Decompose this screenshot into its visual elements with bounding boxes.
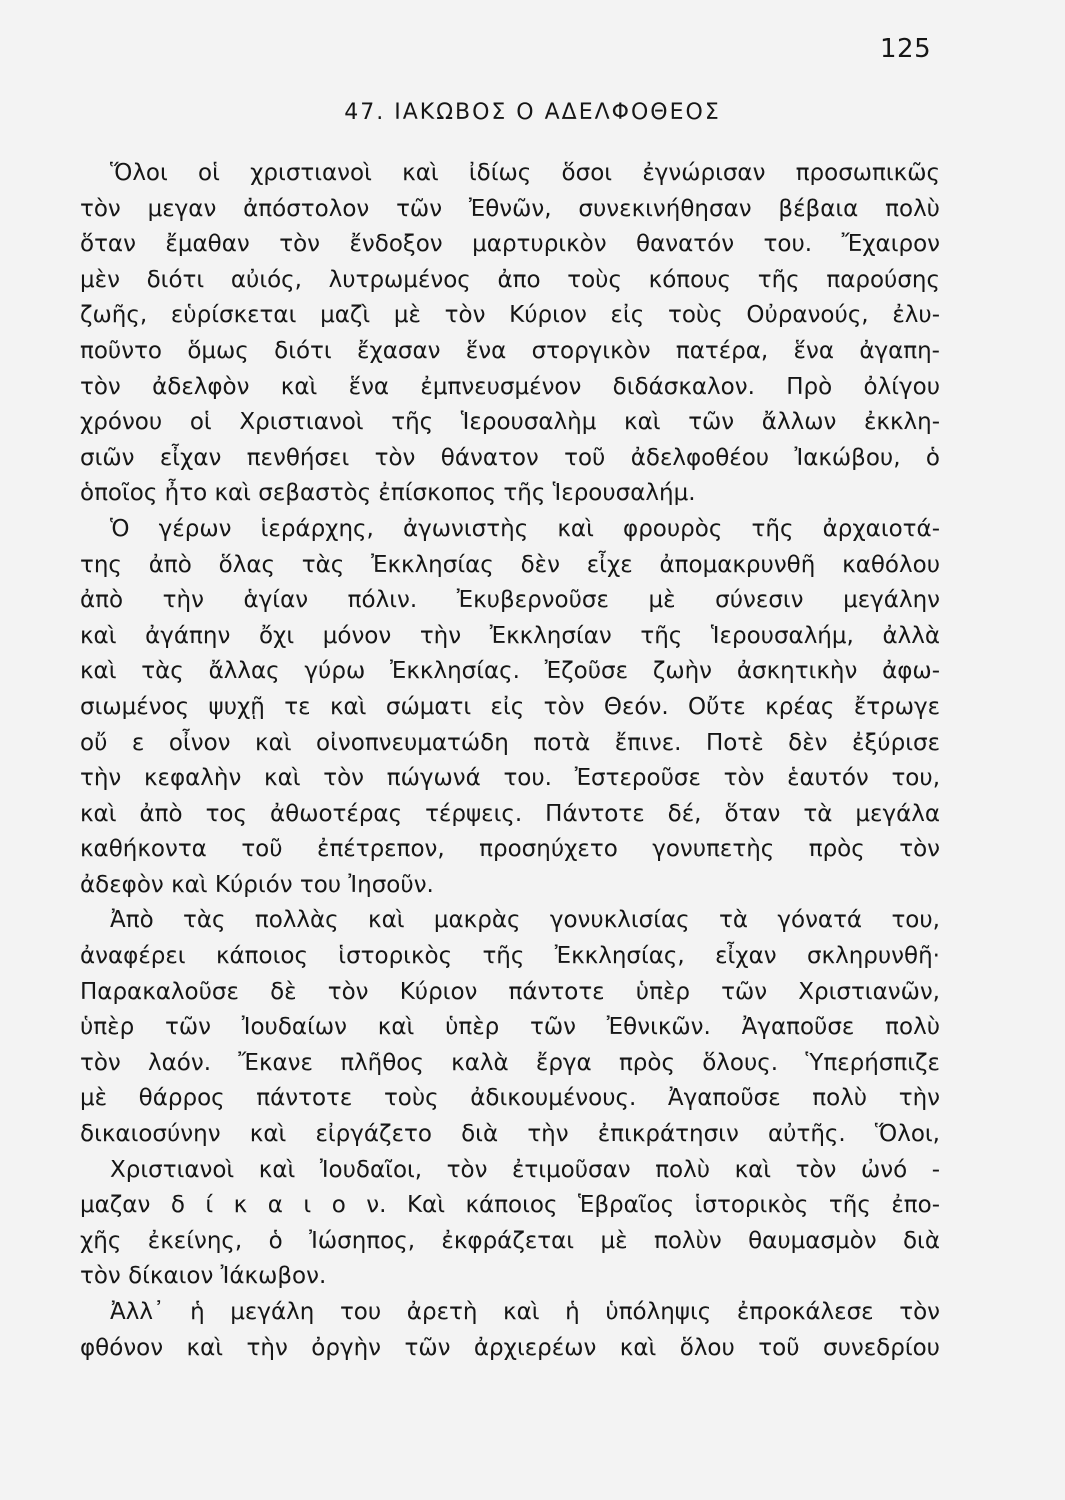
- page-number: 125: [880, 34, 932, 64]
- text-line: τὸν λαόν. Ἔκανε πλῆθος καλὰ ἔργα πρὸς ὅλους. Ὑπερήσπιζε: [80, 1049, 940, 1076]
- text-line: ποῦντο ὅμως διότι ἔχασαν ἕνα στοργικὸν πατέρα, ἕνα ἀγαπη-: [80, 337, 940, 364]
- text-line: χῆς ἐκείνης, ὁ Ἰώσηπος, ἐκφράζεται μὲ πολὺν θαυμασμὸν διὰ: [80, 1227, 940, 1254]
- text-line: Ἀλλ᾽ ἡ μεγάλη του ἀρετὴ καὶ ἡ ὑπόληψις ἐπροκάλεσε τὸν: [110, 1299, 940, 1325]
- chapter-heading: 47. ΙΑΚΩΒΟΣ Ο ΑΔΕΛΦΟΘΕΟΣ: [344, 100, 721, 125]
- text-line: ὁποῖος ἦτο καὶ σεβαστὸς ἐπίσκοπος τῆς Ἱερουσαλήμ.: [80, 480, 696, 507]
- text-line: οὔ ε οἶνον καὶ οἰνοπνευματώδη ποτὰ ἔπινε. Ποτὲ δὲν ἐξύρισε: [80, 729, 940, 756]
- text-line: Ὁ γέρων ἱεράρχης, ἀγωνιστὴς καὶ φρουρὸς τῆς ἀρχαιοτά-: [110, 515, 940, 542]
- text-line: Παρακαλοῦσε δὲ τὸν Κύριον πάντοτε ὑπὲρ τῶν Χριστιανῶν,: [80, 978, 940, 1005]
- text-line: Χριστιανοὶ καὶ Ἰουδαῖοι, τὸν ἐτιμοῦσαν πολὺ καὶ τὸν ὠνό -: [110, 1156, 940, 1183]
- text-line: φθόνον καὶ τὴν ὀργὴν τῶν ἀρχιερέων καὶ ὅλου τοῦ συνεδρίου: [80, 1334, 940, 1361]
- text-line: καὶ ἀγάπην ὄχι μόνον τὴν Ἐκκλησίαν τῆς Ἱερουσαλήμ, ἀλλὰ: [80, 622, 940, 649]
- text-line: μαζαν δ ί κ α ι ο ν. Καὶ κάποιος Ἑβραῖος ἱστορικὸς τῆς ἐπο-: [80, 1192, 940, 1219]
- text-line: καθήκοντα τοῦ ἐπέτρεπον, προσηύχετο γονυπετὴς πρὸς τὸν: [80, 836, 940, 863]
- text-line: μὲν διότι αὐιός, λυτρωμένος ἀπο τοὺς κόπους τῆς παρούσης: [80, 266, 940, 293]
- text-line: ζωῆς, εὑρίσκεται μαζὶ μὲ τὸν Κύριον εἰς τοὺς Οὐρανούς, ἐλυ-: [80, 302, 940, 329]
- text-line: Ἀπὸ τὰς πολλὰς καὶ μακρὰς γονυκλισίας τὰ γόνατά του,: [110, 907, 940, 934]
- text-line: Ὅλοι οἱ χριστιανοὶ καὶ ἰδίως ὅσοι ἐγνώρισαν προσωπικῶς: [110, 160, 940, 186]
- text-line: δικαιοσύνην καὶ εἰργάζετο διὰ τὴν ἐπικράτησιν αὐτῆς. Ὅλοι,: [80, 1121, 940, 1148]
- text-line: σιωμένος ψυχῇ τε καὶ σώματι εἰς τὸν Θεόν. Οὔτε κρέας ἔτρωγε: [80, 693, 940, 720]
- text-line: τὸν ἀδελφὸν καὶ ἕνα ἐμπνευσμένον διδάσκαλον. Πρὸ ὀλίγου: [80, 373, 940, 400]
- body-text: [80, 156, 940, 1366]
- text-line: καὶ ἀπὸ τος ἀθωοτέρας τέρψεις. Πάντοτε δέ, ὅταν τὰ μεγάλα: [80, 800, 940, 827]
- text-line: ἀπὸ τὴν ἁγίαν πόλιν. Ἐκυβερνοῦσε μὲ σύνεσιν μεγάλην: [80, 587, 940, 614]
- text-line: καὶ τὰς ἄλλας γύρω Ἐκκλησίας. Ἐζοῦσε ζωὴν ἀσκητικὴν ἀφω-: [80, 658, 940, 685]
- text-line: ἀδεφὸν καὶ Κύριόν του Ἰησοῦν.: [80, 871, 434, 898]
- text-line: της ἀπὸ ὅλας τὰς Ἐκκλησίας δὲν εἶχε ἀπομακρυνθῆ καθόλου: [80, 551, 940, 578]
- text-line: τὴν κεφαλὴν καὶ τὸν πώγωνά του. Ἐστεροῦσε τὸν ἑαυτόν του,: [80, 765, 940, 792]
- text-line: ἀναφέρει κάποιος ἱστορικὸς τῆς Ἐκκλησίας, εἶχαν σκληρυνθῆ·: [80, 943, 940, 970]
- text-line: σιῶν εἶχαν πενθήσει τὸν θάνατον τοῦ ἀδελφοθέου Ἰακώβου, ὁ: [80, 444, 940, 471]
- text-line: μὲ θάρρος πάντοτε τοὺς ἀδικουμένους. Ἀγαποῦσε πολὺ τὴν: [80, 1085, 940, 1112]
- text-line: ὑπὲρ τῶν Ἰουδαίων καὶ ὑπὲρ τῶν Ἐθνικῶν. Ἀγαποῦσε πολὺ: [80, 1014, 940, 1041]
- text-line: χρόνου οἱ Χριστιανοὶ τῆς Ἱερουσαλὴμ καὶ τῶν ἄλλων ἐκκλη-: [80, 409, 940, 436]
- text-line: τὸν δίκαιον Ἰάκωβον.: [80, 1263, 327, 1290]
- text-line: τὸν μεγαν ἀπόστολον τῶν Ἐθνῶν, συνεκινήθησαν βέβαια πολὺ: [80, 195, 940, 222]
- text-line: ὅταν ἔμαθαν τὸν ἔνδοξον μαρτυρικὸν θανατόν του. Ἔχαιρον: [80, 231, 940, 258]
